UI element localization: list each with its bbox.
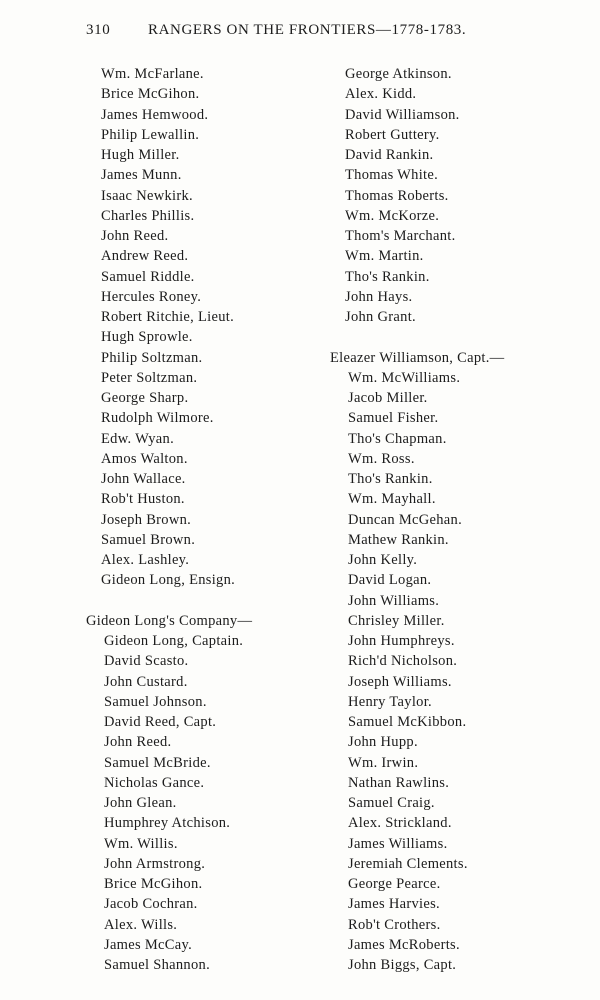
roster-name: John Grant. — [345, 309, 416, 325]
roster-name: John Custard. — [104, 673, 188, 690]
roster-name: Wm. Ross. — [348, 450, 415, 467]
roster-name: Amos Walton. — [101, 450, 188, 467]
roster-name: Wm. Willis. — [104, 835, 178, 852]
roster-name: John Armstrong. — [104, 855, 206, 872]
roster-name: David Logan. — [348, 572, 432, 589]
roster-name: Mathew Rankin. — [348, 531, 449, 548]
roster-name: Alex. Kidd. — [345, 86, 417, 103]
running-header — [86, 22, 516, 46]
roster-name: James McCay. — [104, 936, 193, 953]
roster-name: Rudolph Wilmore. — [101, 410, 214, 427]
roster-name: David Reed, Capt. — [104, 714, 217, 730]
roster-name: Rob't Crothers. — [348, 916, 441, 933]
roster-name: Wm. Irwin. — [348, 754, 419, 771]
list-spacer — [86, 591, 326, 611]
roster-name: Alex. Lashley. — [101, 552, 190, 568]
page-number: 310 — [86, 22, 111, 38]
roster-name: Rich'd Nicholson. — [348, 653, 458, 670]
roster-name: Philip Lewallin. — [101, 126, 200, 143]
roster-name: Hercules Roney. — [101, 288, 202, 305]
roster-name: John Kelly. — [348, 552, 418, 568]
roster-name: David Rankin. — [345, 147, 434, 163]
roster-name: Hugh Sprowle. — [101, 329, 193, 346]
roster-name: John Williams. — [348, 592, 440, 609]
roster-name: George Sharp. — [101, 390, 189, 406]
roster-name: David Scasto. — [104, 653, 189, 670]
roster-name: Joseph Williams. — [348, 673, 452, 690]
roster-name: Wm. McKorze. — [345, 207, 440, 224]
roster-name: John Glean. — [104, 795, 177, 811]
roster-name: Samuel McBride. — [104, 754, 211, 771]
roster-name: John Biggs, Capt. — [348, 957, 457, 973]
roster-name: George Pearce. — [348, 876, 441, 892]
roster-name: Duncan McGehan. — [348, 511, 463, 528]
roster-name: Tho's Rankin. — [348, 471, 433, 487]
roster-name: Nicholas Gance. — [104, 774, 205, 791]
roster-name: Wm. Martin. — [345, 248, 424, 265]
roster-name: Brice McGihon. — [104, 876, 203, 892]
running-title: RANGERS ON THE FRONTIERS—1778-1783. — [148, 22, 467, 38]
roster-name: Brice McGihon. — [101, 86, 200, 103]
roster-name: Charles Phillis. — [101, 207, 195, 224]
roster-name: Peter Soltzman. — [101, 369, 198, 386]
roster-name: Andrew Reed. — [101, 248, 189, 265]
roster-name: Alex. Strickland. — [348, 815, 452, 832]
company-heading: Gideon Long's Company— — [86, 612, 253, 629]
roster-name: Robert Ritchie, Lieut. — [101, 309, 235, 325]
roster-name: John Hays. — [345, 288, 413, 305]
roster-name: James Hemwood. — [101, 106, 209, 123]
roster-name: John Hupp. — [348, 734, 418, 751]
roster-name: Gideon Long, Ensign. — [101, 572, 236, 589]
roster-name: George Atkinson. — [345, 66, 452, 82]
roster-name: Humphrey Atchison. — [104, 815, 231, 832]
roster-name: Isaac Newkirk. — [101, 187, 193, 204]
roster-name: James Williams. — [348, 835, 448, 852]
roster-name: Hugh Miller. — [101, 147, 180, 163]
left-column — [86, 64, 326, 975]
roster-name: John Wallace. — [101, 471, 186, 487]
roster-name: John Reed. — [104, 734, 172, 751]
roster-name: Chrisley Miller. — [348, 612, 445, 629]
roster-name: Jeremiah Clements. — [348, 855, 468, 872]
roster-name: James Harvies. — [348, 896, 440, 913]
roster-name: Samuel Shannon. — [104, 957, 210, 973]
roster-name: Tho's Rankin. — [345, 268, 430, 285]
roster-name: Philip Soltzman. — [101, 349, 203, 366]
roster-name: Joseph Brown. — [101, 511, 192, 528]
roster-name: Samuel Fisher. — [348, 410, 439, 427]
roster-name: Samuel McKibbon. — [348, 714, 467, 730]
roster-name: Tho's Chapman. — [348, 430, 447, 447]
company-heading: Eleazer Williamson, Capt.— — [330, 349, 505, 366]
roster-name: Wm. McFarlane. — [101, 66, 204, 82]
roster-name: Wm. Mayhall. — [348, 491, 436, 508]
roster-name: John Humphreys. — [348, 633, 455, 649]
roster-name: Rob't Huston. — [101, 491, 185, 508]
roster-name: Jacob Cochran. — [104, 896, 198, 913]
roster-name: Robert Guttery. — [345, 126, 440, 143]
roster-name: Edw. Wyan. — [101, 430, 175, 447]
roster-name: Henry Taylor. — [348, 693, 432, 710]
roster-name: Wm. McWilliams. — [348, 369, 461, 386]
roster-name: Samuel Riddle. — [101, 268, 195, 285]
roster-name: Samuel Johnson. — [104, 693, 207, 710]
list-spacer — [330, 327, 580, 347]
roster-name: Alex. Wills. — [104, 916, 178, 933]
roster-name: Gideon Long, Captain. — [104, 633, 244, 649]
roster-name: Nathan Rawlins. — [348, 774, 450, 791]
roster-name: John Reed. — [101, 228, 169, 244]
roster-name: Thom's Marchant. — [345, 228, 456, 244]
roster-name: Samuel Craig. — [348, 795, 435, 811]
roster-name: Thomas White. — [345, 167, 439, 184]
roster-name: David Williamson. — [345, 106, 460, 123]
right-column — [330, 64, 580, 975]
roster-name: Jacob Miller. — [348, 390, 428, 406]
roster-name: Samuel Brown. — [101, 531, 196, 548]
roster-name: James Munn. — [101, 167, 182, 184]
roster-name: James McRoberts. — [348, 936, 460, 953]
roster-name: Thomas Roberts. — [345, 187, 449, 204]
